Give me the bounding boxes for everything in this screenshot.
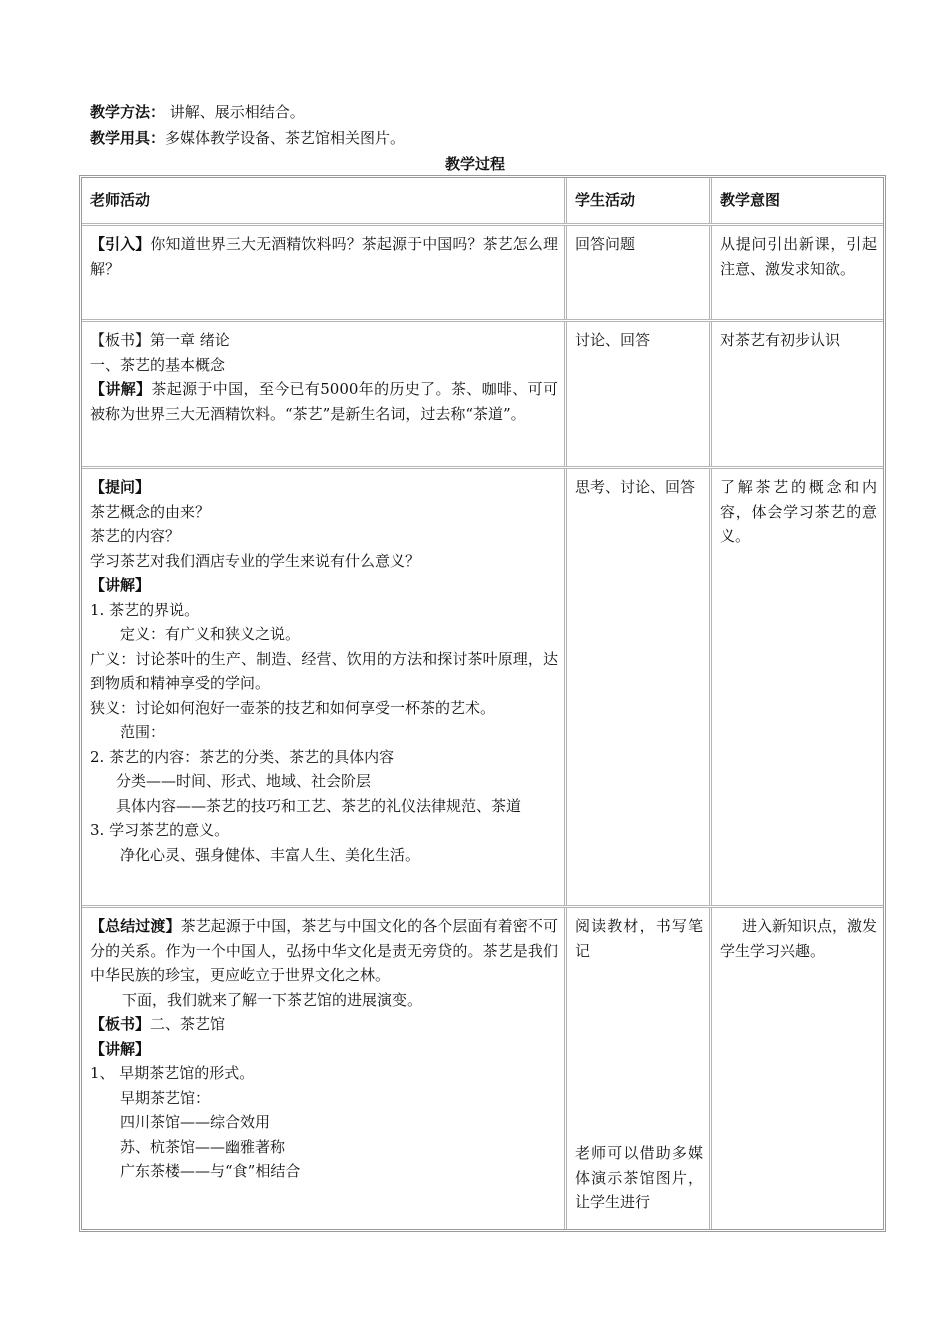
teacher-activity-cell [82,322,567,466]
explain-label: 【讲解】 [90,576,151,594]
scope-line: 范围： [120,723,166,741]
header-student-activity: 学生活动 [567,178,712,223]
question-3: 学习茶艺对我们酒店专业的学生来说有什么意义？ [90,551,421,570]
teaching-intent-cell [712,908,883,1229]
narrow-sense-line: 狭义：讨论如何泡好一壶茶的技艺和如何享受一杯茶的艺术。 [90,698,496,717]
explain-text: 茶起源于中国，至今已有5000年的历史了。茶、咖啡、可可被称为世界三大无酒精饮料。“茶艺”是新生名词，过去称“茶道”。 [90,380,558,423]
teaching-intent-text: 进入新知识点，激发学生学习兴趣。 [720,917,878,960]
early-teahouse-line: 早期茶艺馆： [120,1088,211,1107]
broad-sense-line: 广义：讨论茶叶的生产、制造、经营、饮用的方法和探讨茶叶原理，达到物质和精神享受的学问。 [90,649,558,692]
intro-text: 你知道世界三大无酒精饮料吗？茶起源于中国吗？茶艺怎么理解？ [90,235,558,278]
explain-label: 【讲解】 [90,380,152,398]
teaching-method-line [90,101,305,122]
table-header-row [82,178,883,226]
summary-text: 茶艺起源于中国，茶艺与中国文化的各个层面有着密不可分的关系。作为一个中国人，弘扬中华文化是责无旁贷的。茶艺是我们中华民族的珍宝，更应屹立于世界文化之林。 [90,917,558,984]
student-activity-cell [567,908,712,1229]
definition-line: 定义：有广义和狭义之说。 [120,625,301,643]
table-row [82,226,883,322]
teaching-intent-cell: 对茶艺有初步认识 [720,331,841,349]
point-2: 2. 茶艺的内容：茶艺的分类、茶艺的具体内容 [90,747,395,766]
sichuan-teahouse-line: 四川茶馆——综合效用 [120,1113,271,1131]
table-row [82,469,883,908]
teacher-activity-cell [82,469,567,905]
question-2: 茶艺的内容？ [90,527,181,545]
suhang-teahouse-line: 苏、杭茶馆——幽雅著称 [120,1137,286,1156]
question-1: 茶艺概念的由来？ [90,502,211,521]
classification-line: 分类——时间、形式、地域、社会阶层 [116,772,372,790]
table-row [82,908,883,1229]
summary-label: 【总结过渡】 [90,917,181,935]
board-text: 二、茶艺馆 [150,1015,226,1033]
teaching-tools-value: 多媒体教学设备、茶艺馆相关图片。 [165,129,406,147]
teaching-intent-cell: 从提问引出新课，引起注意、激发求知欲。 [720,235,877,278]
student-activity-cell: 思考、讨论、回答 [567,469,712,905]
point-1: 1. 茶艺的界说。 [90,600,200,619]
teaching-method-value: 讲解、展示相结合。 [165,103,305,121]
intro-label: 【引入】 [90,235,151,253]
teacher-activity-cell [82,908,567,1229]
explain-label: 【讲解】 [90,1039,151,1058]
student-activity-cell: 讨论、回答 [567,322,712,466]
teacher-activity-cell [82,226,567,319]
section-heading: 一、茶艺的基本概念 [90,355,226,374]
question-label: 【提问】 [90,478,151,496]
point-3: 3. 学习茶艺的意义。 [90,821,230,839]
guangdong-teahouse-line: 广东茶楼——与“食”相结合 [120,1162,301,1180]
lesson-table [79,175,886,1232]
board-text: 第一章 绪论 [150,331,230,349]
process-title: 教学过程 [444,155,505,173]
header-teacher-activity: 老师活动 [82,178,567,223]
transition-line: 下面，我们就来了解一下茶艺馆的进展演变。 [122,990,423,1009]
teaching-method-label: 教学方法： [90,103,166,121]
content-line: 具体内容——茶艺的技巧和工艺、茶艺的礼仪法律规范、茶道 [116,796,522,815]
student-activity-b: 老师可以借助多媒体演示茶馆图片，让学生进行 [575,1144,703,1211]
teaching-tools-label: 教学用具： [90,129,166,147]
student-activity-a: 阅读教材，书写笔记 [575,917,703,960]
point-1: 1、 早期茶艺馆的形式。 [90,1064,255,1082]
header-teaching-intent: 教学意图 [720,191,781,209]
significance-line: 净化心灵、强身健体、丰富人生、美化生活。 [120,845,421,864]
teaching-intent-cell: 了解茶艺的概念和内容，体会学习茶艺的意义。 [720,478,877,545]
table-row [82,322,883,469]
student-activity-cell: 回答问题 [567,226,712,319]
board-label: 【板书】 [90,331,151,349]
teaching-tools-line [90,127,405,148]
board-label: 【板书】 [90,1015,151,1033]
